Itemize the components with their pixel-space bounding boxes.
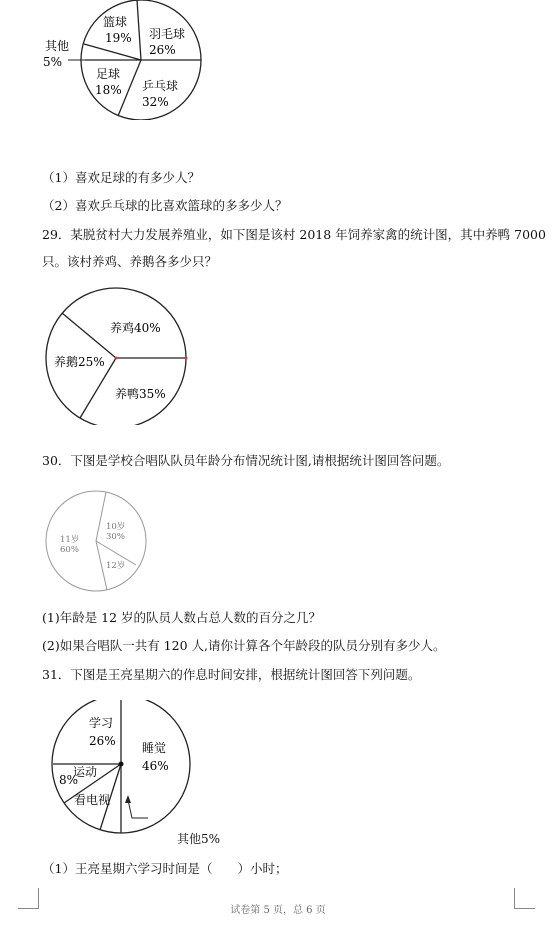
- pie1-pct-basketball: 19%: [105, 31, 132, 45]
- pie3-pct-11: 60%: [60, 545, 79, 555]
- pie3-label-10: 10岁: [106, 522, 126, 532]
- pie4-pct-sport: 8%: [59, 773, 79, 787]
- pie4-label-other: 其他5%: [177, 832, 221, 846]
- pie2-label-duck: 养鸭35%: [115, 387, 166, 401]
- pie3-divider-top: [96, 492, 106, 541]
- pie1-label-other: 其他: [45, 39, 70, 53]
- pie3-pct-10: 30%: [106, 532, 125, 542]
- q30-subquestion-1: (1)年龄是 12 岁的队员人数占总人数的百分之几？: [42, 610, 322, 625]
- q30-title: 30．下图是学校合唱队队员年龄分布情况统计图,请根据统计图回答问题。: [42, 453, 450, 468]
- q30-subquestion-2: (2)如果合唱队一共有 120 人,请你计算各个年龄段的队员分别有多少人。: [42, 638, 446, 653]
- page-footer: 试卷第 5 页，总 6 页: [230, 905, 326, 916]
- pie-chart-choir-ages: [40, 488, 150, 598]
- pie4-other-arrowhead: [125, 795, 131, 803]
- pie2-divider-upper-left: [62, 313, 116, 358]
- q29-text-line-2: 只。该村养鸡、养鹅各多少只？: [42, 254, 218, 269]
- pie1-divider-top: [137, 0, 141, 60]
- q31-subquestion-1: （1）王亮星期六学习时间是（ ）小时；: [42, 861, 288, 876]
- pie4-pct-study: 26%: [89, 734, 116, 748]
- pie-chart-saturday-schedule: [45, 700, 235, 850]
- pie1-label-badminton: 羽毛球: [149, 27, 186, 41]
- pie-chart-sports: [30, 0, 220, 120]
- pie1-pct-badminton: 26%: [149, 43, 176, 57]
- pie-chart-poultry: [40, 285, 200, 425]
- pie3-label-11: 11岁: [60, 535, 80, 545]
- pie4-label-tv: 看电视: [74, 793, 111, 807]
- pie2-edge-dot: [185, 357, 188, 360]
- pie4-pct-sleep: 46%: [142, 759, 169, 773]
- pie1-label-football: 足球: [96, 67, 121, 81]
- pie4-label-sleep: 睡觉: [142, 741, 167, 755]
- pie2-center-dot: [115, 357, 118, 360]
- pie1-pct-pingpong: 32%: [142, 95, 169, 109]
- pie1-pct-football: 18%: [95, 83, 122, 97]
- pie1-divider-left: [84, 44, 141, 60]
- pie2-label-goose: 养鹅25%: [54, 355, 105, 369]
- q28-subquestion-2: （2）喜欢乒乓球的比喜欢篮球的多多少人？: [42, 198, 288, 213]
- q29-text-line-1: 29．某脱贫村大力发展养殖业，如下图是该村 2018 年饲养家禽的统计图，其中养鸭 7000: [42, 227, 546, 242]
- pie4-label-sport: 运动: [73, 765, 98, 779]
- pie2-label-chicken: 养鸡40%: [110, 321, 161, 335]
- q31-title: 31．下图是王亮星期六的作息时间安排，根据统计图回答下列问题。: [42, 667, 421, 682]
- pie4-center-dot: [119, 762, 124, 767]
- pie1-pct-other: 5%: [43, 55, 63, 69]
- pie4-other-pointer: [128, 800, 148, 818]
- pie1-label-basketball: 篮球: [103, 15, 128, 29]
- pie1-label-pingpong: 乒乓球: [142, 79, 179, 93]
- pie4-label-study: 学习: [89, 716, 114, 730]
- pie3-label-12: 12岁: [106, 561, 126, 571]
- q28-subquestion-1: （1）喜欢足球的有多少人？: [42, 170, 200, 185]
